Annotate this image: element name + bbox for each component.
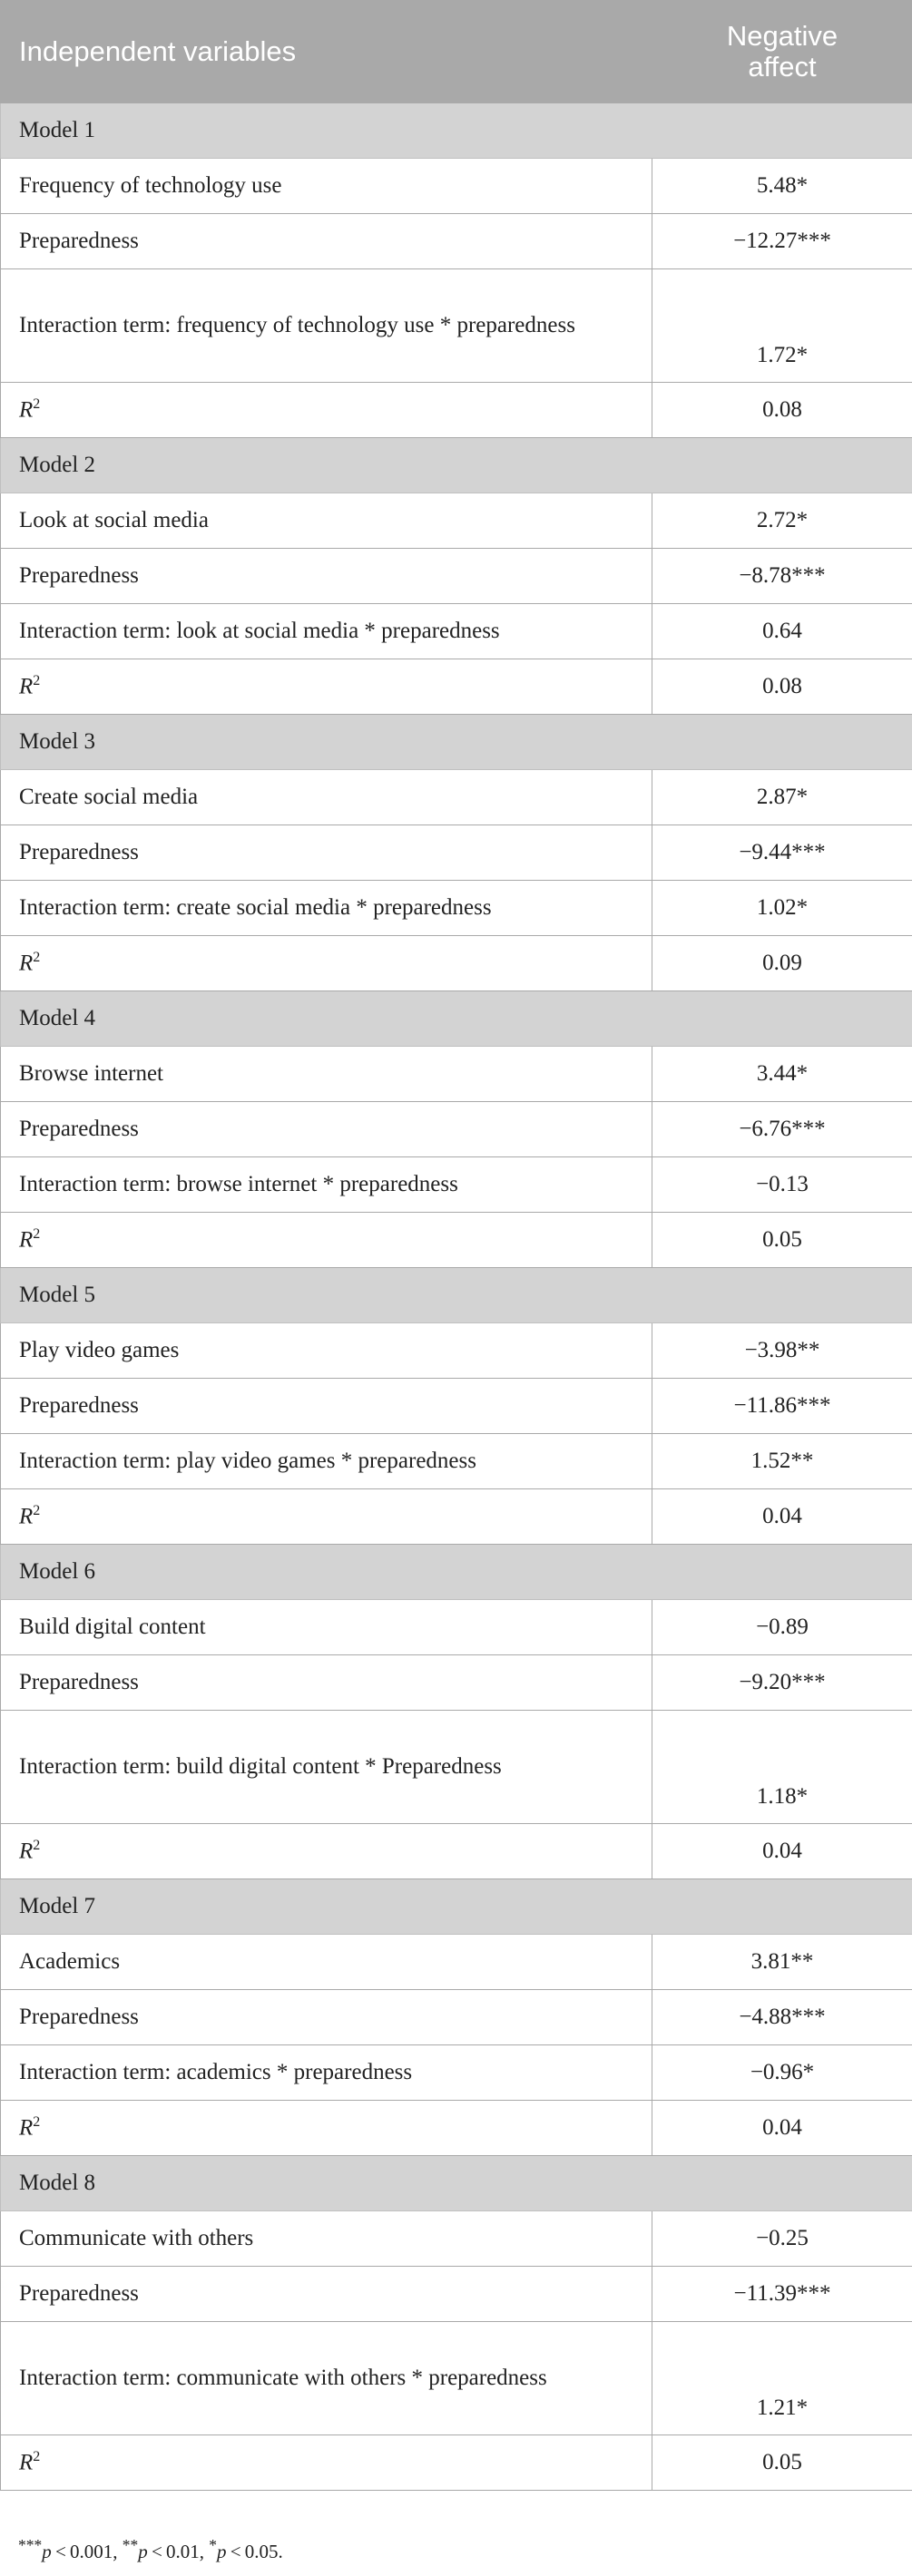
r-squared-label	[1, 936, 652, 991]
coefficient-value: 1.52**	[652, 1434, 912, 1489]
variable-label: Preparedness	[1, 214, 652, 269]
r-squared-exponent: 2	[33, 2449, 41, 2465]
coefficient-value: 2.87*	[652, 770, 912, 825]
r-squared-value: 0.04	[652, 1824, 912, 1879]
table-row	[1, 825, 912, 881]
variable-label: Preparedness	[1, 1990, 652, 2045]
footnote-threshold-3: < 0.05.	[226, 2541, 283, 2562]
table-row	[1, 493, 912, 549]
r-squared-row	[1, 1213, 912, 1268]
coefficient-value: −9.20***	[652, 1655, 912, 1711]
coefficient-value: −0.13	[652, 1157, 912, 1213]
model-6-header-row	[1, 1545, 912, 1600]
variable-label: Interaction term: browse internet * preparedness	[1, 1157, 652, 1213]
model-1-header-row	[1, 103, 912, 159]
model-5-title: Model 5	[1, 1268, 652, 1323]
coefficient-value: −3.98**	[652, 1323, 912, 1379]
r-squared-label	[1, 1213, 652, 1268]
r-squared-value: 0.05	[652, 2435, 912, 2491]
variable-label: Interaction term: create social media * preparedness	[1, 881, 652, 936]
table-row	[1, 1990, 912, 2045]
model-7-header-row	[1, 1879, 912, 1935]
table-row	[1, 1434, 912, 1489]
table-row	[1, 1323, 912, 1379]
model-2-title: Model 2	[1, 438, 652, 493]
coefficient-value: −8.78***	[652, 549, 912, 604]
variable-label: Preparedness	[1, 549, 652, 604]
variable-label: Communicate with others	[1, 2211, 652, 2267]
coefficient-value: 5.48*	[652, 159, 912, 214]
coefficient-value: −4.88***	[652, 1990, 912, 2045]
r-squared-row	[1, 1824, 912, 1879]
model-4-title: Model 4	[1, 991, 652, 1047]
model-5-title-spacer	[652, 1268, 912, 1323]
header-independent-variables: Independent variables	[1, 1, 652, 103]
model-1-title: Model 1	[1, 103, 652, 159]
table-row	[1, 214, 912, 269]
variable-label: Interaction term: look at social media * preparedness	[1, 604, 652, 659]
r-squared-label	[1, 1824, 652, 1879]
r-squared-label	[1, 659, 652, 715]
variable-label: Interaction term: communicate with others * preparedness	[1, 2322, 652, 2435]
table-row	[1, 604, 912, 659]
r-squared-symbol: R	[19, 1227, 34, 1253]
r-squared-symbol: R	[19, 951, 34, 976]
model-2-title-spacer	[652, 438, 912, 493]
coefficient-value: −11.39***	[652, 2267, 912, 2322]
table-row	[1, 1379, 912, 1434]
model-6-title: Model 6	[1, 1545, 652, 1600]
r-squared-symbol: R	[19, 674, 34, 699]
footnote-p-2: p	[138, 2541, 148, 2562]
r-squared-value: 0.09	[652, 936, 912, 991]
r-squared-symbol: R	[19, 2115, 34, 2141]
variable-label: Build digital content	[1, 1600, 652, 1655]
r-squared-label	[1, 2101, 652, 2156]
table-row	[1, 770, 912, 825]
r-squared-row	[1, 936, 912, 991]
footnote-threshold-1: < 0.001,	[51, 2541, 123, 2562]
r-squared-row	[1, 1489, 912, 1545]
header-negative-affect	[652, 1, 912, 103]
variable-label: Preparedness	[1, 1379, 652, 1434]
header-negative-affect-line1: Negative	[726, 19, 838, 52]
variable-label: Preparedness	[1, 1102, 652, 1157]
footnote-p-3: p	[217, 2541, 227, 2562]
variable-label: Play video games	[1, 1323, 652, 1379]
coefficient-value: 3.44*	[652, 1047, 912, 1102]
table-row	[1, 2045, 912, 2101]
r-squared-value: 0.08	[652, 659, 912, 715]
coefficient-value: −6.76***	[652, 1102, 912, 1157]
r-squared-exponent: 2	[33, 396, 41, 413]
r-squared-row	[1, 383, 912, 438]
r-squared-symbol: R	[19, 2450, 34, 2475]
r-squared-label	[1, 1489, 652, 1545]
variable-label: Preparedness	[1, 825, 652, 881]
table-row	[1, 269, 912, 383]
model-8-title: Model 8	[1, 2156, 652, 2211]
footnote-threshold-2: < 0.01,	[147, 2541, 210, 2562]
model-2-header-row	[1, 438, 912, 493]
variable-label: Interaction term: academics * preparedness	[1, 2045, 652, 2101]
r-squared-exponent: 2	[33, 950, 41, 966]
coefficient-value: 3.81**	[652, 1935, 912, 1990]
variable-label: Academics	[1, 1935, 652, 1990]
footnote-stars-3: ***	[18, 2536, 43, 2554]
r-squared-label	[1, 383, 652, 438]
header-negative-affect-line2: affect	[748, 51, 817, 83]
variable-label: Browse internet	[1, 1047, 652, 1102]
variable-label: Interaction term: frequency of technology use * preparedness	[1, 269, 652, 383]
model-7-title: Model 7	[1, 1879, 652, 1935]
r-squared-value: 0.04	[652, 2101, 912, 2156]
model-4-title-spacer	[652, 991, 912, 1047]
coefficient-value: 0.64	[652, 604, 912, 659]
variable-label: Interaction term: play video games * preparedness	[1, 1434, 652, 1489]
table-row	[1, 1655, 912, 1711]
variable-label: Preparedness	[1, 2267, 652, 2322]
coefficient-value: 1.21*	[652, 2322, 912, 2435]
table-row	[1, 1935, 912, 1990]
model-5-header-row	[1, 1268, 912, 1323]
table-header-row	[1, 1, 912, 103]
r-squared-value: 0.05	[652, 1213, 912, 1268]
table-row	[1, 1102, 912, 1157]
coefficient-value: 2.72*	[652, 493, 912, 549]
r-squared-value: 0.04	[652, 1489, 912, 1545]
model-8-title-spacer	[652, 2156, 912, 2211]
r-squared-row	[1, 2435, 912, 2491]
table-row	[1, 881, 912, 936]
model-7-title-spacer	[652, 1879, 912, 1935]
variable-label: Create social media	[1, 770, 652, 825]
coefficient-value: −11.86***	[652, 1379, 912, 1434]
table-row	[1, 1157, 912, 1213]
table-row	[1, 1711, 912, 1824]
r-squared-symbol: R	[19, 397, 34, 423]
r-squared-exponent: 2	[33, 2114, 41, 2131]
coefficient-value: 1.18*	[652, 1711, 912, 1824]
table-row	[1, 2211, 912, 2267]
r-squared-row	[1, 659, 912, 715]
r-squared-exponent: 2	[33, 1838, 41, 1854]
significance-footnote	[18, 2536, 283, 2563]
variable-label: Look at social media	[1, 493, 652, 549]
r-squared-exponent: 2	[33, 1503, 41, 1519]
coefficient-value: −0.25	[652, 2211, 912, 2267]
table-row	[1, 549, 912, 604]
r-squared-exponent: 2	[33, 1226, 41, 1243]
r-squared-row	[1, 2101, 912, 2156]
r-squared-symbol: R	[19, 1504, 34, 1529]
coefficient-value: −0.89	[652, 1600, 912, 1655]
variable-label: Interaction term: build digital content * Preparedness	[1, 1711, 652, 1824]
r-squared-value: 0.08	[652, 383, 912, 438]
model-8-header-row	[1, 2156, 912, 2211]
r-squared-symbol: R	[19, 1839, 34, 1864]
table-row	[1, 159, 912, 214]
coefficient-value: 1.72*	[652, 269, 912, 383]
table-body	[1, 103, 912, 2491]
table-row	[1, 2267, 912, 2322]
footnote-p-1: p	[42, 2541, 52, 2562]
footnote-stars-2: **	[122, 2536, 139, 2554]
coefficient-value: −9.44***	[652, 825, 912, 881]
table-row	[1, 1047, 912, 1102]
model-3-header-row	[1, 715, 912, 770]
model-6-title-spacer	[652, 1545, 912, 1600]
model-3-title-spacer	[652, 715, 912, 770]
footnote-stars-1: *	[209, 2536, 218, 2554]
coefficient-value: −0.96*	[652, 2045, 912, 2101]
r-squared-label	[1, 2435, 652, 2491]
coefficient-value: 1.02*	[652, 881, 912, 936]
model-1-title-spacer	[652, 103, 912, 159]
table-row	[1, 1600, 912, 1655]
model-3-title: Model 3	[1, 715, 652, 770]
table-row	[1, 2322, 912, 2435]
variable-label: Frequency of technology use	[1, 159, 652, 214]
variable-label: Preparedness	[1, 1655, 652, 1711]
r-squared-exponent: 2	[33, 673, 41, 689]
model-4-header-row	[1, 991, 912, 1047]
coefficient-value: −12.27***	[652, 214, 912, 269]
